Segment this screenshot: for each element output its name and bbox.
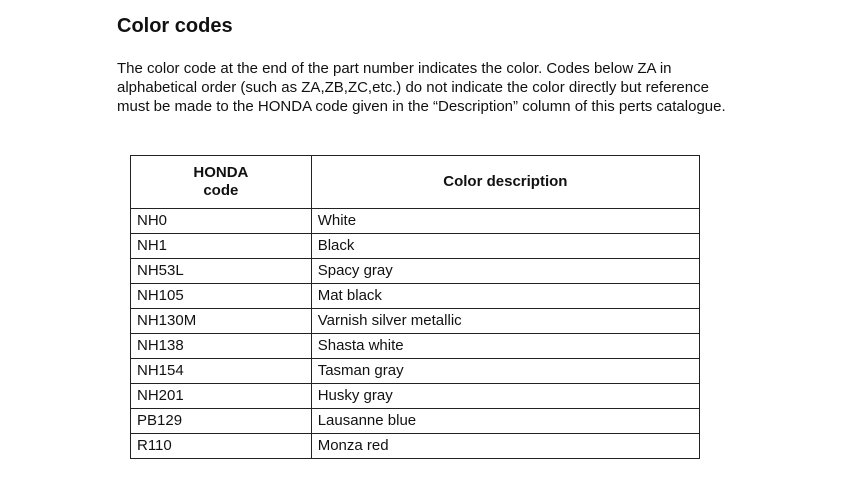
header-honda-code [131,156,312,209]
cell-description: Husky gray [311,384,699,409]
header-color-description: Color description [311,156,699,209]
table-row [131,359,700,384]
cell-description: Varnish silver metallic [311,309,699,334]
header-honda-code-line1: HONDA [193,164,249,181]
cell-description: Mat black [311,284,699,309]
cell-code: NH130M [131,309,312,334]
table-row [131,409,700,434]
table-row [131,309,700,334]
cell-description: Tasman gray [311,359,699,384]
table-row [131,434,700,459]
table-row [131,259,700,284]
cell-description: Spacy gray [311,259,699,284]
cell-description: Black [311,234,699,259]
page-title: Color codes [117,15,233,37]
cell-description: Monza red [311,434,699,459]
header-honda-code-line2: code [203,182,239,199]
cell-code: NH138 [131,334,312,359]
color-codes-table [130,155,700,459]
cell-code: R110 [131,434,312,459]
table-row [131,384,700,409]
intro-paragraph: The color code at the end of the part number indicates the color. Codes below ZA in alphabetical order (such as ZA,ZB,ZC,etc.) do not indicate the color directly but reference must be made to the HONDA code given in the “Description” column of this perts catalogue. [117,60,726,115]
cell-description: Shasta white [311,334,699,359]
table-row [131,234,700,259]
cell-code: NH154 [131,359,312,384]
table-row [131,334,700,359]
cell-code: NH105 [131,284,312,309]
cell-code: NH201 [131,384,312,409]
cell-code: NH1 [131,234,312,259]
cell-code: PB129 [131,409,312,434]
table-row [131,209,700,234]
cell-description: Lausanne blue [311,409,699,434]
cell-code: NH53L [131,259,312,284]
cell-description: White [311,209,699,234]
table-row [131,284,700,309]
cell-code: NH0 [131,209,312,234]
table-header-row [131,156,700,209]
